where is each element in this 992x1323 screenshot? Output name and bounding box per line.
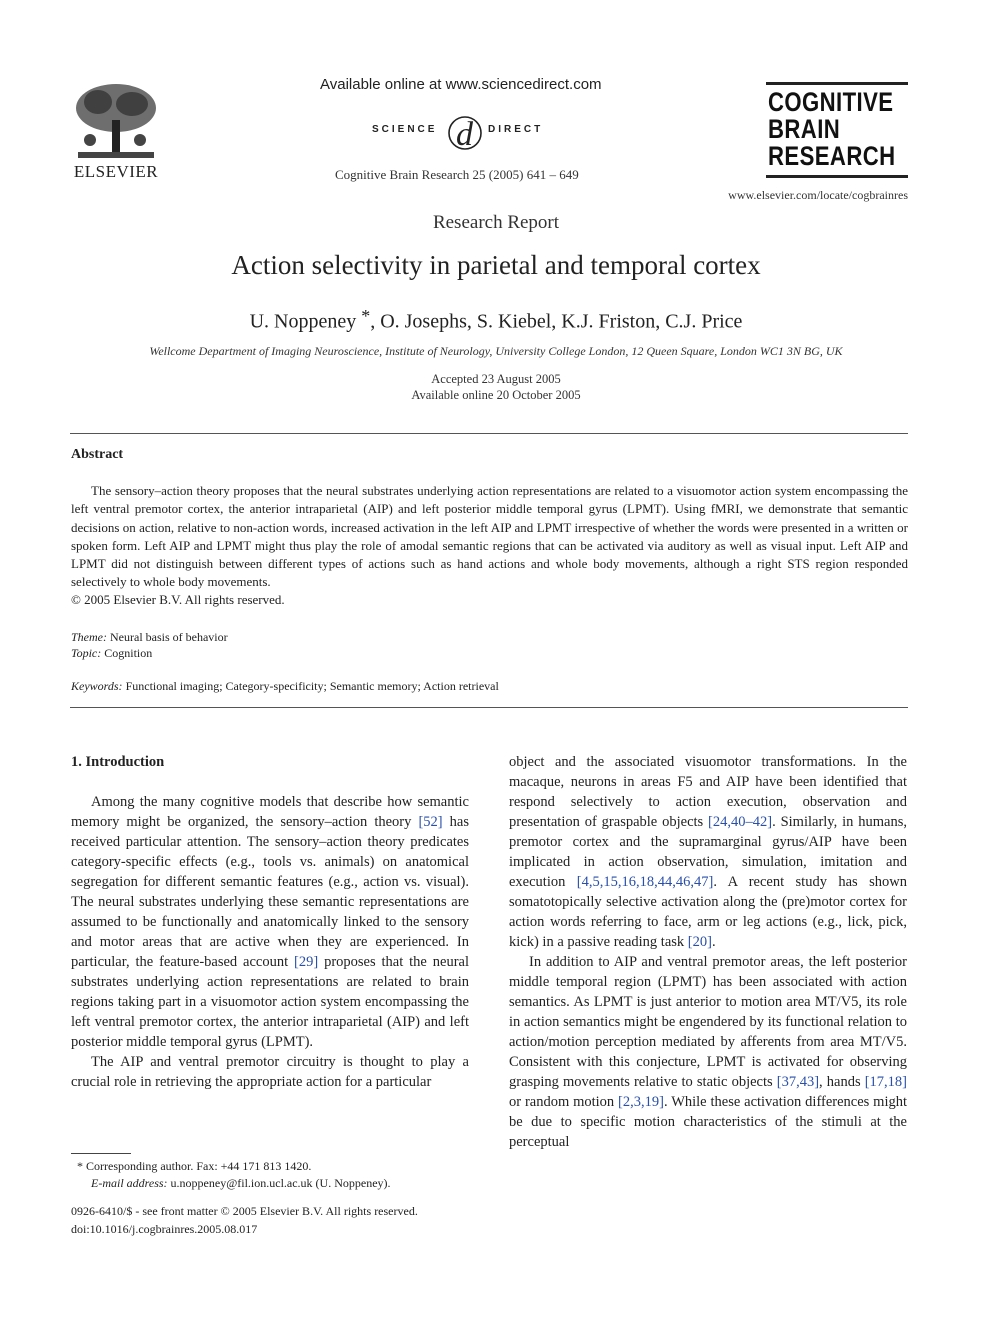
available-online-text: Available online at www.sciencedirect.com [320,76,602,93]
citation-link[interactable]: [2,3,19] [618,1094,664,1110]
theme-topic [71,629,228,661]
text-run: , hands [819,1074,865,1090]
doi-line[interactable]: doi:10.1016/j.cogbrainres.2005.08.017 [71,1222,258,1236]
abstract-text: The sensory–action theory proposes that the neural substrates underlying action representations are related to a visuomotor action system encompassing the left ventral premotor cortex, the anterior intraparietal (AIP) and left posterior middle temporal gyrus (LPMT). Using fMRI, we demonstrate that semantic decisions on action, relative to non-action words, increased activation in the left AIP and LPMT irrespective of whether the words were presented in a written or spoken form. Left AIP and LPMT might thus play the role of amodal semantic regions that can be activated via auditory as well as visual input. Left AIP and LPMT did not distinguish between different types of actions such as hand actions and whole body movements, although a right STS region responded selectively to whole body movements. [71,483,908,590]
text-run: . A recent study has shown somatotopically selective activation along the (pre)motor cortex for action words referring to face, arm or leg actions (e.g., lick, pick, kick) in a passive reading task [509,874,907,950]
issn-line: 0926-6410/$ - see front matter © 2005 Elsevier B.V. All rights reserved. [71,1204,418,1218]
journal-logo-line-2: BRAIN [768,114,841,144]
paper-title: Action selectivity in parietal and temporal cortex [231,250,761,280]
text-run: proposes that the neural substrates underlying action representations are related to brain regions taking part in a visuomotor action system encompassing the left ventral premotor cortex, the anterior intraparietal (AIP) and left posterior middle temporal gyrus (LPMT). [71,954,469,1050]
corresponding-author-note: * Corresponding author. Fax: +44 171 813 1420. [77,1159,312,1173]
abstract-heading: Abstract [71,447,124,462]
intro-paragraph-2-continued [509,752,907,952]
topic-label: Topic: [71,646,102,660]
citation-link[interactable]: [4,5,15,16,18,44,46,47] [576,874,714,890]
accepted-date: Accepted 23 August 2005 [431,372,561,386]
text-run: . [711,934,716,950]
journal-logo-text [768,87,896,171]
text-run: Among the many cognitive models that describe how semantic memory might be organized, the sensory–action theory [71,794,469,830]
journal-citation: Cognitive Brain Research 25 (2005) 641 – 649 [335,167,579,182]
intro-paragraph-1 [71,792,469,1052]
publisher-name: ELSEVIER [73,162,159,181]
author-list [0,304,992,334]
journal-logo-line-1: COGNITIVE [768,87,894,117]
other-authors: , O. Josephs, S. Kiebel, K.J. Friston, C.J. Price [370,310,743,333]
citation-link[interactable]: [24,40–42] [708,814,773,830]
abstract-copyright: © 2005 Elsevier B.V. All rights reserved. [71,592,285,607]
intro-paragraph-3 [509,952,907,1152]
email-label: E-mail address: [91,1176,168,1190]
citation-link[interactable]: [29] [294,954,319,970]
online-date: Available online 20 October 2005 [411,388,581,402]
sciencedirect-science-word: SCIENCE [372,124,438,135]
footnote-rule [71,1153,131,1154]
theme-value: Neural basis of behavior [110,630,228,644]
text-run: or random motion [509,1094,619,1110]
topic-value: Cognition [104,646,153,660]
text-run: . While these activation differences might be due to specific motion characteristics of the stimuli at the perceptual [509,1094,907,1150]
text-run: has received particular attention. The sensory–action theory predicates category-specific effects (e.g., tools vs. animals) on anatomical segregation for different semantic features (e.g., action vs. visual). The neural substrates underlying these semantic representations are assumed to be functionally and anatomically linked to the sensory and motor areas that are active when they are experienced. In particular, the feature-based account [71,814,469,970]
journal-url[interactable]: www.elsevier.com/locate/cogbrainres [728,188,908,202]
section-heading-introduction: 1. Introduction [71,754,165,770]
theme-label: Theme: [71,630,107,644]
footnote [71,1158,391,1192]
first-author: U. Noppeney [249,310,357,333]
intro-paragraph-2: The AIP and ventral premotor circuitry is thought to play a crucial role in retrieving the appropriate action for a particular [71,1054,469,1090]
journal-logo-line-3: RESEARCH [768,141,896,171]
email-address[interactable]: u.noppeney@fil.ion.ucl.ac.uk (U. Noppeney). [170,1176,391,1190]
affiliation: Wellcome Department of Imaging Neuroscience, Institute of Neurology, University College London, 12 Queen Square, London WC1 3N BG, UK [149,344,843,358]
article-type: Research Report [432,212,560,233]
keywords [71,679,499,694]
abstract-bottom-rule [70,707,908,708]
text-run: . Similarly, in humans, premotor cortex and the supramarginal gyrus/AIP have been implicated in action observation, simulation, imitation and execution [509,814,907,890]
front-matter [71,1202,418,1238]
corresponding-author-mark[interactable]: * [361,306,371,326]
svg-text:d: d [456,116,473,153]
text-run: In addition to AIP and ventral premotor areas, the left posterior middle temporal region (LPMT) has been associated with action semantics. As LPMT is just anterior to motion area MT/V5, its role in action semantics might be engendered by its functional relation to action/motion perception mediated by afferents from area MT/V5. Consistent with this conjecture, LPMT is activated for observing grasping movements relative to static objects [509,954,907,1090]
sciencedirect-direct-word: DIRECT [488,124,544,135]
citation-link[interactable]: [52] [418,814,443,830]
abstract-top-rule [70,433,908,434]
body-column-left [71,792,469,1092]
citation-link[interactable]: [17,18] [864,1074,907,1090]
keywords-label: Keywords: [71,679,123,693]
article-dates [0,371,992,403]
journal-logo [766,82,908,178]
body-column-right [509,752,907,1152]
citation-link[interactable]: [20] [687,934,712,950]
keywords-value: Functional imaging; Category-specificity; Semantic memory; Action retrieval [125,679,499,693]
citation-link[interactable]: [37,43] [776,1074,820,1090]
text-run: object and the associated visuomotor transformations. In the macaque, neurons in areas F5 and AIP have been identified that respond selectively to action execution, observation and presentation of graspable objects [509,754,907,830]
